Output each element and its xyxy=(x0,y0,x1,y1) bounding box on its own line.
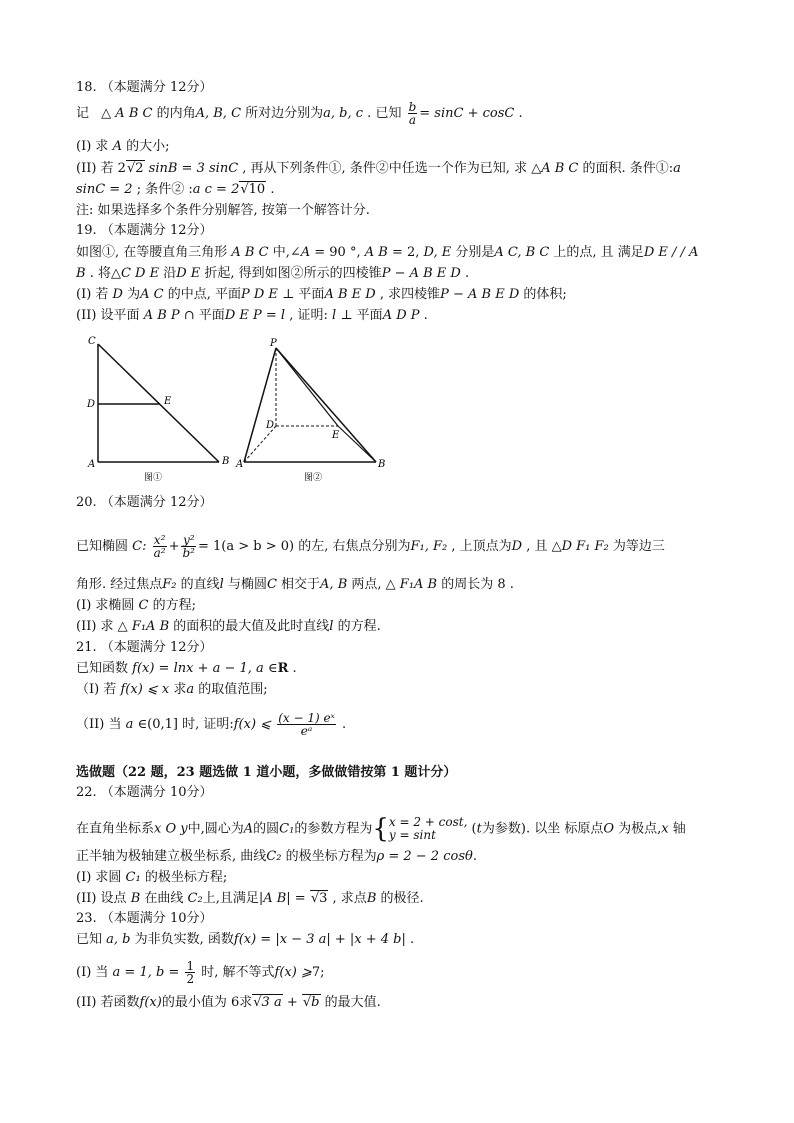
q22-part2: (II) 设点 B 在曲线 C₂上,且满足|A B| = √3 , 求点B 的极径. xyxy=(76,891,424,906)
q21-header: 21. （本题满分 12分） xyxy=(76,640,213,655)
fig2-edge-pb xyxy=(276,348,376,462)
q18-stem: 记 △ A B C 的内角A, B, C 所对边分别为a, b, c . 已知 $\frac{b}{a}$ = sinC + cosC . xyxy=(76,100,523,127)
q20-part2: (II) 求 △ F₁A B 的面积的最大值及此时直线l 的方程. xyxy=(76,619,381,634)
q18-part2: (II) 若 2√2 sinB = 3 sinC , 再从下列条件①, 条件②中任选一个作为已知, 求 △A B C 的面积. 条件①:a xyxy=(76,161,681,176)
q20-stem-1: 已知椭圆 C: $\frac{\text{x²}}{\text{a²}}$ + $\frac{\text{y²}}{\text{b²}}$ = 1(a > b > 0) 的左, 右焦点分别为F₁, F₂ , 上顶点为D , 且 △D F₁ F₂ 为等边三 xyxy=(76,533,665,560)
q22-param-system: x = 2 + cost, y = sint xyxy=(388,815,468,842)
fig2-edge-pa xyxy=(244,348,276,462)
q18-header: 18. （本题满分 12分） xyxy=(76,80,213,95)
q22-stem-1: 在直角坐标系x O y中,圆心为A的圆C₁的参数方程为{x = 2 + cost, y = sint (t为参数). 以坐 标原点O 为极点,x 轴 xyxy=(76,814,686,844)
q23-header: 23. （本题满分 10分） xyxy=(76,911,213,926)
elective-title: 选做题（22 题，23 题选做 1 道小题，多做做错按第 1 题计分） xyxy=(76,765,457,780)
q21-stem: 已知函数 f(x) = lnx + a − 1, a ∈R . xyxy=(76,661,297,676)
fig2-label-b: B xyxy=(378,459,386,470)
q20-header: 20. （本题满分 12分） xyxy=(76,495,213,510)
fig2-label-p: P xyxy=(270,338,277,349)
q22-part1: (I) 求圆 C₁ 的极坐标方程; xyxy=(76,870,228,885)
fig1-label-a: A xyxy=(88,459,96,470)
q19-part2: (II) 设平面 A B P ∩ 平面D E P = l , 证明: l ⊥ 平面A D P . xyxy=(76,308,428,323)
q23-stem: 已知 a, b 为非负实数, 函数f(x) = |x − 3 a| + |x + 4 b| . xyxy=(76,932,415,947)
fig2-label-a: A xyxy=(236,459,244,470)
fig1-label-d: D xyxy=(87,399,96,410)
q22-stem-2: 正半轴为极轴建立极坐标系, 曲线C₂ 的极坐标方程为ρ = 2 − 2 cosθ. xyxy=(76,849,477,864)
q19-stem-1: 如图①, 在等腰直角三角形 A B C 中,∠A = 90 °, A B = 2, D, E 分别是A C, B C 上的点, 且 满足D E / / A xyxy=(76,245,699,260)
fig1-caption: 图① xyxy=(144,473,163,483)
fig2-label-d: D xyxy=(266,420,275,431)
figure-2-pyramid xyxy=(234,334,394,484)
fig2-caption: 图② xyxy=(304,473,323,483)
figure-1-triangle xyxy=(84,334,234,484)
q20-stem-2: 角形. 经过焦点F₂ 的直线l 与椭圆C 相交于A, B 两点, △ F₁A B 的周长为 8 . xyxy=(76,577,514,592)
q19-part1: (I) 若 D 为A C 的中点, 平面P D E ⊥ 平面A B E D , 求四棱锥P − A B E D 的体积; xyxy=(76,287,567,302)
q19-stem-2: B . 将△C D E 沿D E 折起, 得到如图②所示的四棱锥P − A B E D . xyxy=(76,266,470,281)
q21-part2: （II) 当 a ∈(0,1] 时, 证明:f(x) ⩽ $\frac{\text{(x − 1) eˣ}}{\text{eᵃ}}$ . xyxy=(76,711,347,738)
q20-part1: (I) 求椭圆 C 的方程; xyxy=(76,598,197,613)
q23-part1: (I) 当 a = 1, b = $\frac{1}{2}$ 时, 解不等式f(x) ⩾7; xyxy=(76,959,325,986)
q18-fraction: $\frac{b}{a}$ xyxy=(408,100,417,127)
fig1-label-c: C xyxy=(88,336,96,347)
fig2-edge-be xyxy=(338,426,376,462)
q19-header: 19. （本题满分 12分） xyxy=(76,223,213,238)
q21-part1: （I) 若 f(x) ⩽ x 求a 的取值范围; xyxy=(76,682,268,697)
fig1-label-b: B xyxy=(222,456,230,467)
q23-part2: (II) 若函数f(x)的最小值为 6求√3 a + √b 的最大值. xyxy=(76,995,381,1010)
fig1-edge-cb xyxy=(98,344,219,462)
fig2-edge-pe xyxy=(276,348,338,426)
fig2-label-e: E xyxy=(332,430,340,441)
q22-header: 22. （本题满分 10分） xyxy=(76,785,213,800)
fig1-label-e: E xyxy=(164,396,172,407)
q18-part2-cont: sinC = 2 ; 条件② :a c = 2√10 . xyxy=(76,182,275,197)
q18-part1: (I) 求 A 的大小; xyxy=(76,139,170,154)
q18-note: 注: 如果选择多个条件分别解答, 按第一个解答计分. xyxy=(76,203,370,218)
